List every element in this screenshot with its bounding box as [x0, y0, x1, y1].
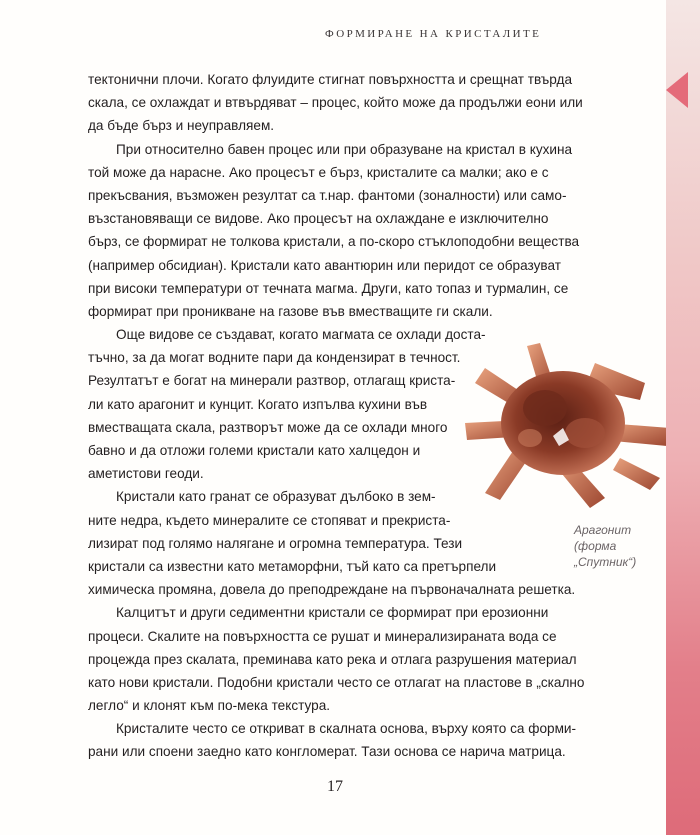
aragonite-crystal-photo [445, 328, 675, 518]
caption-line: (форма [574, 539, 617, 553]
body-text-line: възстановяващи се видове. Ако процесът на охлаждане е изключително [88, 211, 549, 227]
photo-caption [574, 522, 674, 570]
body-text-line: Резултатът е богат на минерали разтвор, отлагащ криста- [88, 373, 456, 389]
body-text-line: легло“ и клонят към по-мека текстура. [88, 698, 331, 714]
chapter-tab-marker [666, 72, 688, 108]
body-text-line: бърз, се формират не толкова кристали, а по-скоро стъклоподобни вещества [88, 234, 580, 250]
page-number: 17 [327, 778, 343, 795]
body-text-line: процеси. Скалите на повърхността се рушат и минерализираната вода се [88, 628, 557, 644]
caption-line: „Спутник“) [574, 555, 637, 569]
body-text-line: кристали са известни като метаморфни, тъй като са претърпели [88, 558, 497, 574]
body-text-line: прекъсвания, възможен резултат са т.нар. фантоми (зоналности) или само- [88, 187, 567, 203]
body-text-line: Калцитът и други седиментни кристали се формират при ерозионни [116, 605, 549, 621]
body-text-line: като нови кристали. Подобни кристали често се отлагат на пластове в „скално [88, 674, 585, 690]
body-text-line: При относително бавен процес или при образуване на кристал в кухина [116, 141, 573, 157]
body-text-line: Кристали като гранат се образуват дълбоко в зем- [116, 489, 436, 505]
body-text-line: ните недра, където минералите се стопяват и прекриста- [88, 512, 451, 528]
body-text-line: той може да нарасне. Ако процесът е бърз, кристалите са малки; ако е с [88, 164, 549, 180]
body-text-line: вместващата скала, разтворът може да се охлади много [88, 419, 448, 435]
body-text-line: формират при проникване на газове във вместващите ги скали. [88, 303, 493, 319]
body-text-line: при високи температури от течната магма. Други, като топаз и турмалин, се [88, 280, 569, 296]
decorative-side-band [666, 0, 700, 835]
running-header: ФОРМИРАНЕ НА КРИСТАЛИТЕ [325, 28, 542, 40]
body-text-line: тектонични плочи. Когато флуидите стигнат повърхността и срещнат твърда [88, 72, 573, 87]
body-text-line: Кристалите често се откриват в скалната основа, върху която са форми- [116, 721, 577, 737]
body-text-line: химическа промяна, довела до преподреждане на първоначалната решетка. [88, 582, 576, 598]
body-text-line: да бъде бърз и неуправляем. [88, 118, 275, 134]
body-text-line: лизират под голямо налягане и огромна температура. Тези [88, 535, 463, 551]
body-text-line: Още видове се създават, когато магмата се охлади доста- [116, 327, 486, 343]
body-text-line: бавно и да отложи големи кристали като халцедон и [88, 443, 421, 458]
body-text-line: рани или споени заедно като конгломерат. Тази основа се нарича матрица. [88, 744, 566, 760]
body-text-line: ли като арагонит и кунцит. Когато изпълва кухини във [88, 396, 428, 412]
body-text-line: (например обсидиан). Кристали като авантюрин или перидот се образуват [88, 257, 561, 273]
body-text-line: скала, се охлаждат и втвърдяват – процес, който може да продължи еони или [88, 95, 583, 111]
body-text-line: аметистови геоди. [88, 466, 204, 482]
body-text-line: тъчно, за да могат водните пари да кондензират в течност. [88, 350, 461, 366]
caption-line: Арагонит [574, 523, 632, 537]
body-text-line: процежда през скалата, преминава като река и отлага разрушения материал [88, 651, 577, 667]
